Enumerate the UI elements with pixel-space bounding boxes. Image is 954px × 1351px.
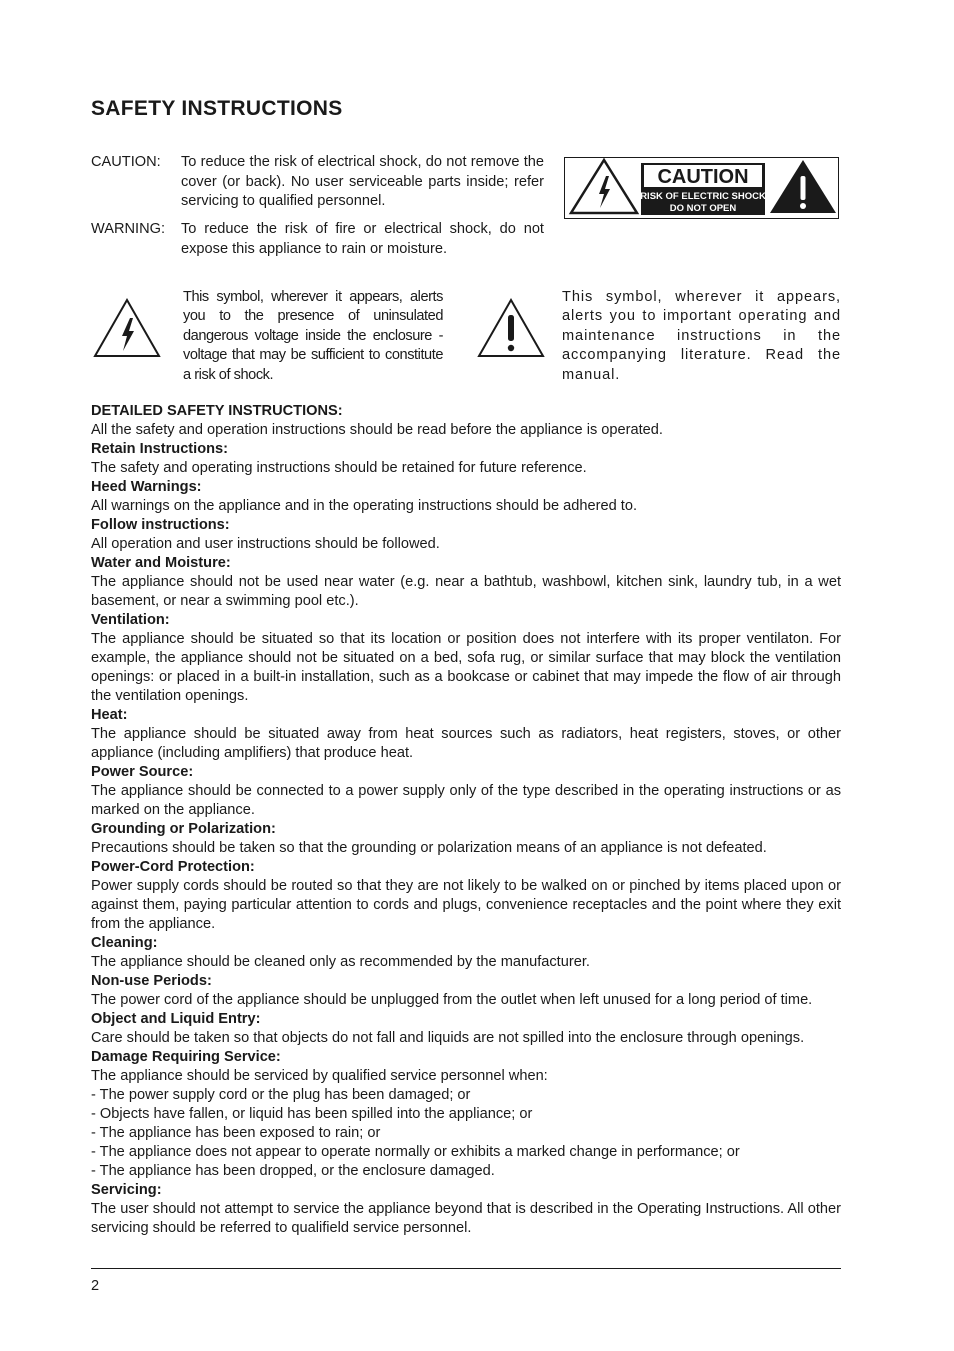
- caution-heading-text: CAUTION: [657, 166, 749, 188]
- section-line: - The power supply cord or the plug has been damaged; or: [91, 1087, 471, 1103]
- section-heading: Damage Requiring Service:: [91, 1049, 281, 1065]
- page-title: SAFETY INSTRUCTIONS: [91, 97, 343, 120]
- section-body: [91, 782, 841, 820]
- caution-label: [564, 157, 839, 219]
- section-line: The user should not attempt to service the appliance beyond that is described in the Operating Instructions. All other servicing should be referred to qualifield service personnel.: [91, 1201, 841, 1236]
- section-line: The safety and operating instructions should be retained for future reference.: [91, 460, 587, 476]
- lightning-triangle-icon: [93, 298, 161, 358]
- page-number: 2: [91, 1278, 100, 1294]
- section-body: [91, 1029, 841, 1048]
- detailed-sections: [91, 440, 841, 1238]
- section-line: The appliance should be situated away from heat sources such as radiators, heat registers, stoves, or other appliance (including amplifiers) that produce heat.: [91, 726, 841, 761]
- section-line: The appliance should be serviced by qualified service personnel when:: [91, 1068, 548, 1084]
- section-line: - The appliance has been exposed to rain; or: [91, 1125, 381, 1141]
- section-heading: Heed Warnings:: [91, 479, 202, 495]
- section-line: All warnings on the appliance and in the operating instructions should be adhered to.: [91, 498, 638, 514]
- section-heading: Power-Cord Protection:: [91, 859, 255, 875]
- section-heading: Heat:: [91, 707, 128, 723]
- detailed-safety-instructions: [91, 402, 841, 1238]
- section-line: The appliance should be situated so that its location or position does not interfere with its proper ventilaton. For example, the appliance should not be situated on a bed, sofa rug, or similar surface that may block the ventilation openings: or placed in a built-in installation, such as a bookcase or cabinet that may impede the flow of air through the ventilation openings.: [91, 631, 841, 704]
- exclamation-triangle-icon: [477, 298, 545, 358]
- caution-line1-text: RISK OF ELECTRIC SHOCK: [640, 191, 766, 202]
- footer-divider: [91, 1268, 841, 1269]
- section-line: The appliance should be connected to a power supply only of the type described in the operating instructions or as marked on the appliance.: [91, 783, 841, 818]
- section-line: - Objects have fallen, or liquid has been spilled into the appliance; or: [91, 1106, 533, 1122]
- section-heading: Ventilation:: [91, 612, 170, 628]
- exclamation-triangle-icon: [770, 160, 836, 213]
- section-line: Precautions should be taken so that the grounding or polarization means of an appliance is not defeated.: [91, 840, 767, 856]
- section-body: [91, 839, 841, 858]
- section-heading: Follow instructions:: [91, 517, 230, 533]
- instructions-symbol-text: This symbol, wherever it appears, alerts you to important operating and maintenance instructions in the accompanying literature. Read the manual.: [562, 289, 841, 383]
- section-body: [91, 459, 841, 478]
- section-body: [91, 725, 841, 763]
- caution-notice-text: To reduce the risk of electrical shock, do not remove the cover (or back). No user serviceable parts inside; refer servicing to qualified personnel.: [181, 154, 544, 209]
- detailed-intro: All the safety and operation instructions should be read before the appliance is operated.: [91, 422, 663, 438]
- section-heading: Retain Instructions:: [91, 441, 229, 457]
- section-heading: Servicing:: [91, 1182, 162, 1198]
- section-line: All operation and user instructions should be followed.: [91, 536, 440, 552]
- section-body: [91, 1200, 841, 1238]
- detailed-heading: DETAILED SAFETY INSTRUCTIONS:: [91, 403, 343, 419]
- section-heading: Object and Liquid Entry:: [91, 1011, 261, 1027]
- warning-notice-label: WARNING:: [91, 221, 166, 237]
- section-heading: Power Source:: [91, 764, 194, 780]
- section-heading: Water and Moisture:: [91, 555, 231, 571]
- section-heading: Non-use Periods:: [91, 973, 212, 989]
- caution-notice-label: CAUTION:: [91, 154, 161, 170]
- section-line: The appliance should be cleaned only as recommended by the manufacturer.: [91, 954, 590, 970]
- section-body: [91, 991, 841, 1010]
- section-body: [91, 497, 841, 516]
- section-heading: Grounding or Polarization:: [91, 821, 276, 837]
- section-line: Power supply cords should be routed so that they are not likely to be walked on or pinched by items placed upon or against them, paying particular attention to cords and plugs, convenience receptacles and the point where they exit from the appliance.: [91, 878, 841, 932]
- section-body: [91, 630, 841, 706]
- section-body: [91, 535, 841, 554]
- section-body: [91, 877, 841, 934]
- section-body: [91, 953, 841, 972]
- section-line: - The appliance does not appear to operate normally or exhibits a marked change in performance; or: [91, 1144, 740, 1160]
- section-heading: Cleaning:: [91, 935, 158, 951]
- section-line: The appliance should not be used near water (e.g. near a bathtub, washbowl, kitchen sink, laundry tub, in a wet basement, or near a swimming pool etc.).: [91, 574, 841, 609]
- lightning-triangle-icon: [571, 160, 637, 213]
- section-line: - The appliance has been dropped, or the enclosure damaged.: [91, 1163, 495, 1179]
- warning-notice-text: To reduce the risk of fire or electrical shock, do not expose this appliance to rain or moisture.: [181, 221, 544, 257]
- section-body: [91, 573, 841, 611]
- caution-line2-text: DO NOT OPEN: [669, 203, 737, 214]
- section-body: [91, 1067, 841, 1181]
- section-line: The power cord of the appliance should be unplugged from the outlet when left unused for a long period of time.: [91, 992, 813, 1008]
- caution-label-graphic: [565, 158, 837, 217]
- section-line: Care should be taken so that objects do not fall and liquids are not spilled into the enclosure through openings.: [91, 1030, 805, 1046]
- voltage-symbol-text: This symbol, wherever it appears, alerts you to the presence of uninsulated dangerous voltage inside the enclosure - voltage that may be sufficient to constitute a risk of shock.: [183, 289, 443, 383]
